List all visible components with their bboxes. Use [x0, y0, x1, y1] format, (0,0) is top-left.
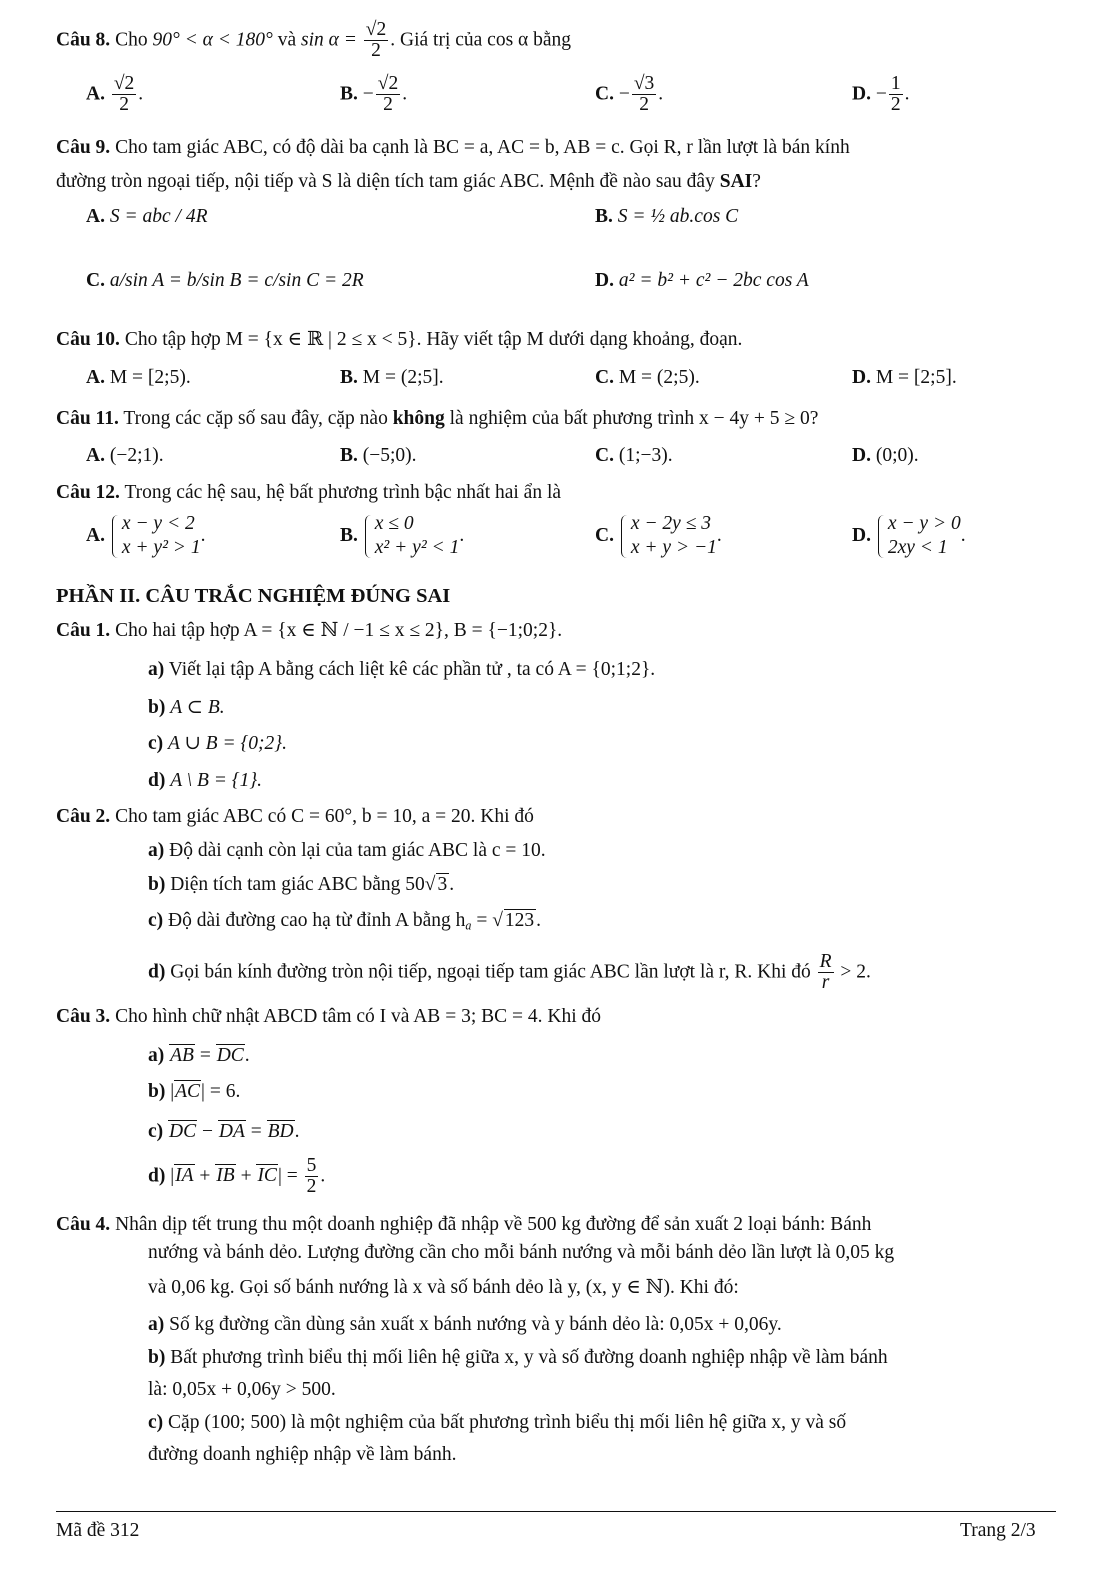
q10-option-d: D. M = [2;5]. — [852, 367, 957, 388]
fraction: $\frac{1}{2}$ — [890, 73, 901, 116]
inequality-system: x ≤ 0 x² + y² < 1 — [363, 512, 460, 561]
tf1-item-d: d) A \ B = {1}. — [148, 770, 262, 791]
tf1-item-b: b) A ⊂ B. — [148, 697, 225, 718]
tf2-item-d: d) Gọi bán kính đường tròn nội tiếp, ngoại tiếp tam giác ABC lần lượt là r, R. Khi đó $\frac{R}{r}$ > 2. — [148, 951, 871, 994]
q12-option-c: C. x − 2y ≤ 3 x + y > −1 . — [595, 512, 722, 561]
q8-option-a: A. $\frac{√2}{2}$ . — [86, 73, 144, 116]
tf3-item-b: b) |AC| = 6. — [148, 1081, 241, 1102]
tf2-item-c: c) Độ dài đường cao hạ từ đỉnh A bằng $h_a$ = √ 123 . — [148, 910, 542, 933]
question-label: Câu 10. — [56, 329, 120, 350]
question-9-stem-line1: Câu 9. Cho tam giác ABC, có độ dài ba cạnh là BC = a, AC = b, AB = c. Gọi R, r lần lượt là bán kính — [56, 137, 850, 158]
section-heading: PHẦN II. CÂU TRẮC NGHIỆM ĐÚNG SAI — [56, 585, 451, 607]
q11-option-b: B. (−5;0). — [340, 445, 417, 466]
fraction: $\frac{√2}{2}$ — [377, 73, 399, 116]
sqrt: 123 — [504, 910, 535, 931]
q12-option-d: D. x − y > 0 2xy < 1 . — [852, 512, 966, 561]
tf-question-4-stem-line1: Câu 4. Nhân dịp tết trung thu một doanh nghiệp đã nhập về 500 kg đường để sản xuất 2 loại bánh: Bánh — [56, 1214, 872, 1235]
q11-option-a: A. (−2;1). — [86, 445, 164, 466]
q10-option-a: A. M = [2;5). — [86, 367, 191, 388]
fraction: $\frac{R}{r}$ — [819, 951, 832, 994]
sqrt: 3 — [437, 874, 448, 895]
tf4-item-c-line1: c) Cặp (100; 500) là một nghiệm của bất phương trình biểu thị mối liên hệ giữa x, y và số — [148, 1412, 847, 1433]
tf4-item-b-line2: là: 0,05x + 0,06y > 500. — [148, 1379, 336, 1400]
question-label: Câu 2. — [56, 806, 111, 827]
question-label: Câu 8. — [56, 29, 111, 51]
question-8-stem: Câu 8. Cho 90° < α < 180° và sin α = $\frac{√2}{2}$ . Giá trị của cos α bằng — [56, 19, 572, 62]
question-11-stem: Câu 11. Trong các cặp số sau đây, cặp nào không là nghiệm của bất phương trình x − 4y + 5 ≥ 0? — [56, 408, 819, 429]
q12-option-b: B. x ≤ 0 x² + y² < 1 . — [340, 512, 464, 561]
question-label: Câu 1. — [56, 620, 111, 641]
q9-option-c: C. a/sin A = b/sin B = c/sin C = 2R — [86, 270, 364, 291]
tf-question-1-stem: Câu 1. Cho hai tập hợp A = {x ∈ ℕ / −1 ≤ x ≤ 2}, B = {−1;0;2}. — [56, 620, 563, 641]
question-label: Câu 11. — [56, 408, 119, 429]
tf-question-4-stem-line3: và 0,06 kg. Gọi số bánh nướng là x và số bánh dẻo là y, (x, y ∈ ℕ). Khi đó: — [148, 1277, 739, 1298]
fraction: $\frac{√2}{2}$ — [365, 19, 387, 62]
question-10-stem: Câu 10. Cho tập hợp M = {x ∈ ℝ | 2 ≤ x < 5}. Hãy viết tập M dưới dạng khoảng, đoạn. — [56, 329, 743, 350]
tf2-item-a: a) Độ dài cạnh còn lại của tam giác ABC là c = 10. — [148, 840, 546, 861]
q9-option-d: D. a² = b² + c² − 2bc cos A — [595, 270, 809, 291]
question-label: Câu 12. — [56, 482, 120, 503]
question-label: Câu 3. — [56, 1006, 111, 1027]
inequality-system: x − 2y ≤ 3 x + y > −1 — [619, 512, 717, 561]
tf-question-2-stem: Câu 2. Cho tam giác ABC có C = 60°, b = 10, a = 20. Khi đó — [56, 806, 534, 827]
angle-condition: 90° < α < 180° — [152, 29, 273, 51]
q9-option-a: A. S = abc / 4R — [86, 206, 208, 227]
tf-question-4-stem-line2: nướng và bánh dẻo. Lượng đường cần cho mỗi bánh nướng và mỗi bánh dẻo lần lượt là 0,05 kg — [148, 1242, 895, 1263]
fraction: $\frac{√3}{2}$ — [633, 73, 655, 116]
question-12-stem: Câu 12. Trong các hệ sau, hệ bất phương trình bậc nhất hai ẩn là — [56, 482, 562, 503]
q11-option-d: D. (0;0). — [852, 445, 919, 466]
tf4-item-a: a) Số kg đường cần dùng sản xuất x bánh nướng và y bánh dẻo là: 0,05x + 0,06y. — [148, 1314, 782, 1335]
q10-option-c: C. M = (2;5). — [595, 367, 700, 388]
tf-question-3-stem: Câu 3. Cho hình chữ nhật ABCD tâm có I và AB = 3; BC = 4. Khi đó — [56, 1006, 601, 1027]
fraction: $\frac{√2}{2}$ — [113, 73, 135, 116]
fraction: $\frac{5}{2}$ — [306, 1155, 317, 1198]
inequality-system: x − y > 0 2xy < 1 — [876, 512, 961, 561]
tf3-item-d: d) |IA + IB + IC| = $\frac{5}{2}$ . — [148, 1155, 326, 1198]
tf4-item-c-line2: đường doanh nghiệp nhập về làm bánh. — [148, 1444, 457, 1465]
q8-option-b: B. − $\frac{√2}{2}$ . — [340, 73, 408, 116]
q12-option-a: A. x − y < 2 x + y² > 1 . — [86, 512, 205, 561]
tf1-item-a: a) Viết lại tập A bằng cách liệt kê các phần tử , ta có A = {0;1;2}. — [148, 659, 656, 680]
page-number: Trang 2/3 — [960, 1520, 1036, 1541]
q8-option-d: D. − $\frac{1}{2}$ . — [852, 73, 910, 116]
question-9-stem-line2: đường tròn ngoại tiếp, nội tiếp và S là diện tích tam giác ABC. Mệnh đề nào sau đây SAI? — [56, 171, 761, 192]
q9-option-b: B. S = ½ ab.cos C — [595, 206, 739, 227]
q10-option-b: B. M = (2;5]. — [340, 367, 444, 388]
inequality-system: x − y < 2 x + y² > 1 — [110, 512, 201, 561]
tf4-item-b-line1: b) Bất phương trình biểu thị mối liên hệ giữa x, y và số đường doanh nghiệp nhập về làm bánh — [148, 1347, 888, 1368]
exam-code: Mã đề 312 — [56, 1520, 140, 1541]
q11-option-c: C. (1;−3). — [595, 445, 673, 466]
footer-divider — [56, 1511, 1056, 1512]
tf3-item-c: c) DC − DA = BD. — [148, 1121, 300, 1142]
q8-option-c: C. − $\frac{√3}{2}$ . — [595, 73, 664, 116]
question-label: Câu 9. — [56, 137, 111, 158]
tf2-item-b: b) Diện tích tam giác ABC bằng 50√ 3 . — [148, 874, 455, 895]
tf3-item-a: a) AB = DC. — [148, 1045, 250, 1066]
question-label: Câu 4. — [56, 1214, 111, 1235]
tf1-item-c: c) A ∪ B = {0;2}. — [148, 733, 287, 754]
